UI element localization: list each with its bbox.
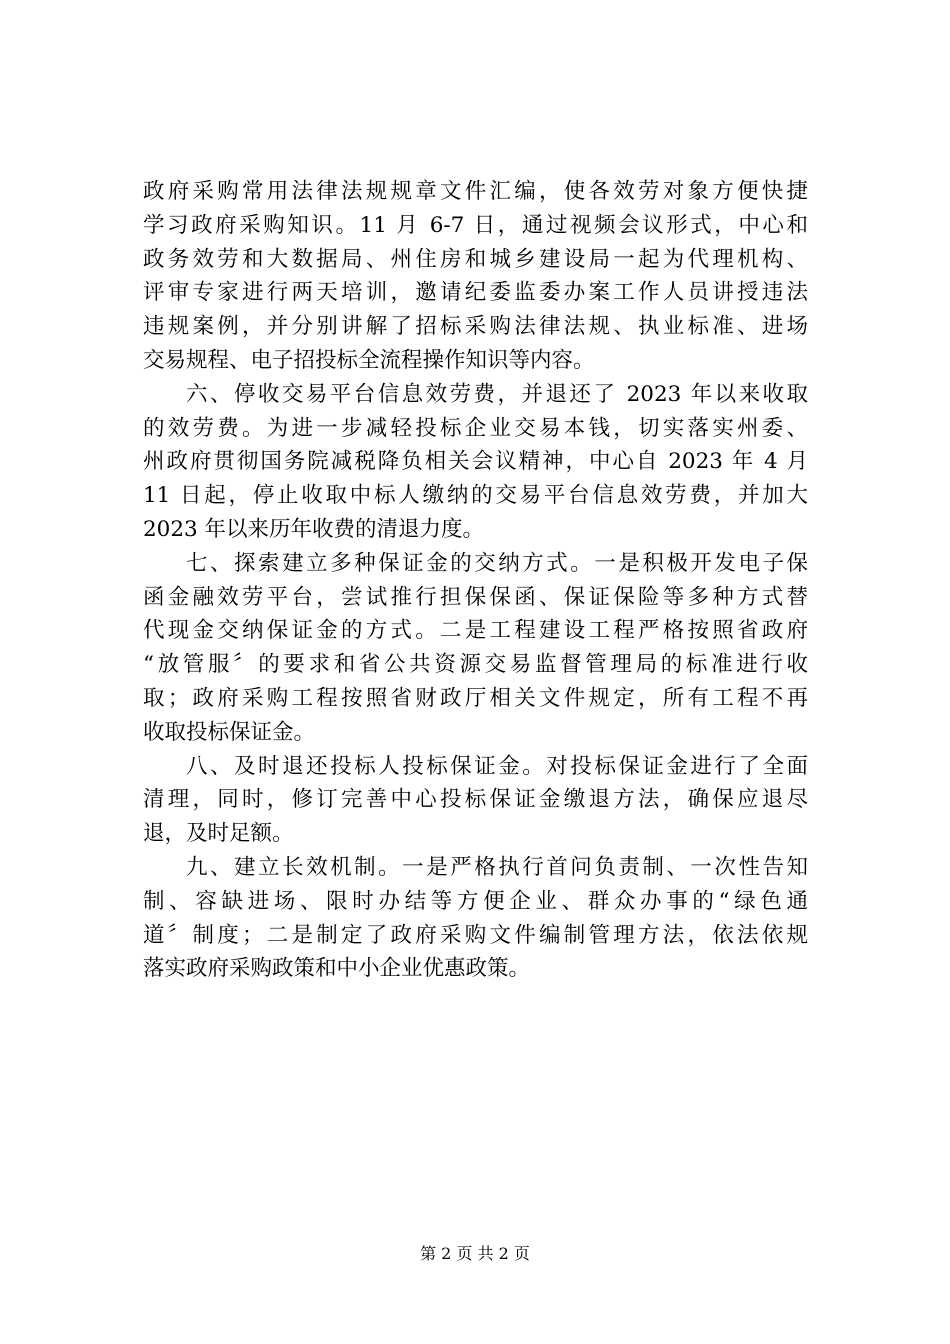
page-number-footer: 第 2 页 共 2 页 (420, 1244, 530, 1263)
body-line: 学习政府采购知识。11 月 6-7 日，通过视频会议形式，中心和 (143, 212, 808, 238)
body-line: 州政府贯彻国务院减税降负相关会议精神，中心自 2023 年 4 月 (143, 449, 808, 475)
section-eight-heading-line: 八、及时退还投标人投标保证金。对投标保证金进行了全面 (186, 753, 808, 779)
body-line: “放管服〞的要求和省公共资源交易监督管理局的标准进行收 (143, 652, 808, 678)
body-line: 2023 年以来历年收费的清退力度。 (143, 516, 485, 542)
body-line: 政府采购常用法律法规规章文件汇编，使各效劳对象方便快捷 (143, 179, 808, 204)
body-line: 政务效劳和大数据局、州住房和城乡建设局一起为代理机构、 (143, 246, 808, 272)
body-line: 函金融效劳平台，尝试推行担保保函、保证保险等多种方式替 (143, 584, 808, 610)
body-line: 代现金交纳保证金的方式。二是工程建设工程严格按照省政府 (143, 618, 808, 644)
body-line: 交易规程、电子招投标全流程操作知识等内容。 (143, 347, 595, 373)
section-six-heading-line: 六、停收交易平台信息效劳费，并退还了 2023 年以来收取 (186, 381, 808, 407)
section-seven-heading-line: 七、探索建立多种保证金的交纳方式。一是积极开发电子保 (186, 550, 808, 576)
section-nine-heading-line: 九、建立长效机制。一是严格执行首问负责制、一次性告知 (186, 854, 808, 880)
body-line: 11 日起，停止收取中标人缴纳的交易平台信息效劳费，并加大 (143, 483, 808, 509)
body-line: 违规案例，并分别讲解了招标采购法律法规、执业标准、进场 (143, 314, 808, 340)
body-line: 收取投标保证金。 (143, 719, 316, 745)
body-line: 取；政府采购工程按照省财政厅相关文件规定，所有工程不再 (143, 685, 808, 711)
body-line: 道〞制度；二是制定了政府采购文件编制管理方法，依法依规 (143, 922, 808, 948)
body-line: 评审专家进行两天培训，邀请纪委监委办案工作人员讲授违法 (143, 280, 808, 306)
body-line: 退，及时足额。 (143, 821, 294, 847)
body-line: 落实政府采购政策和中小企业优惠政策。 (143, 956, 531, 982)
body-line: 的效劳费。为进一步减轻投标企业交易本钱，切实落实州委、 (143, 415, 808, 441)
body-line: 制、容缺进场、限时办结等方便企业、群众办事的“绿色通 (143, 888, 808, 914)
document-body (143, 175, 808, 986)
body-line: 清理，同时，修订完善中心投标保证金缴退方法，确保应退尽 (143, 787, 808, 813)
